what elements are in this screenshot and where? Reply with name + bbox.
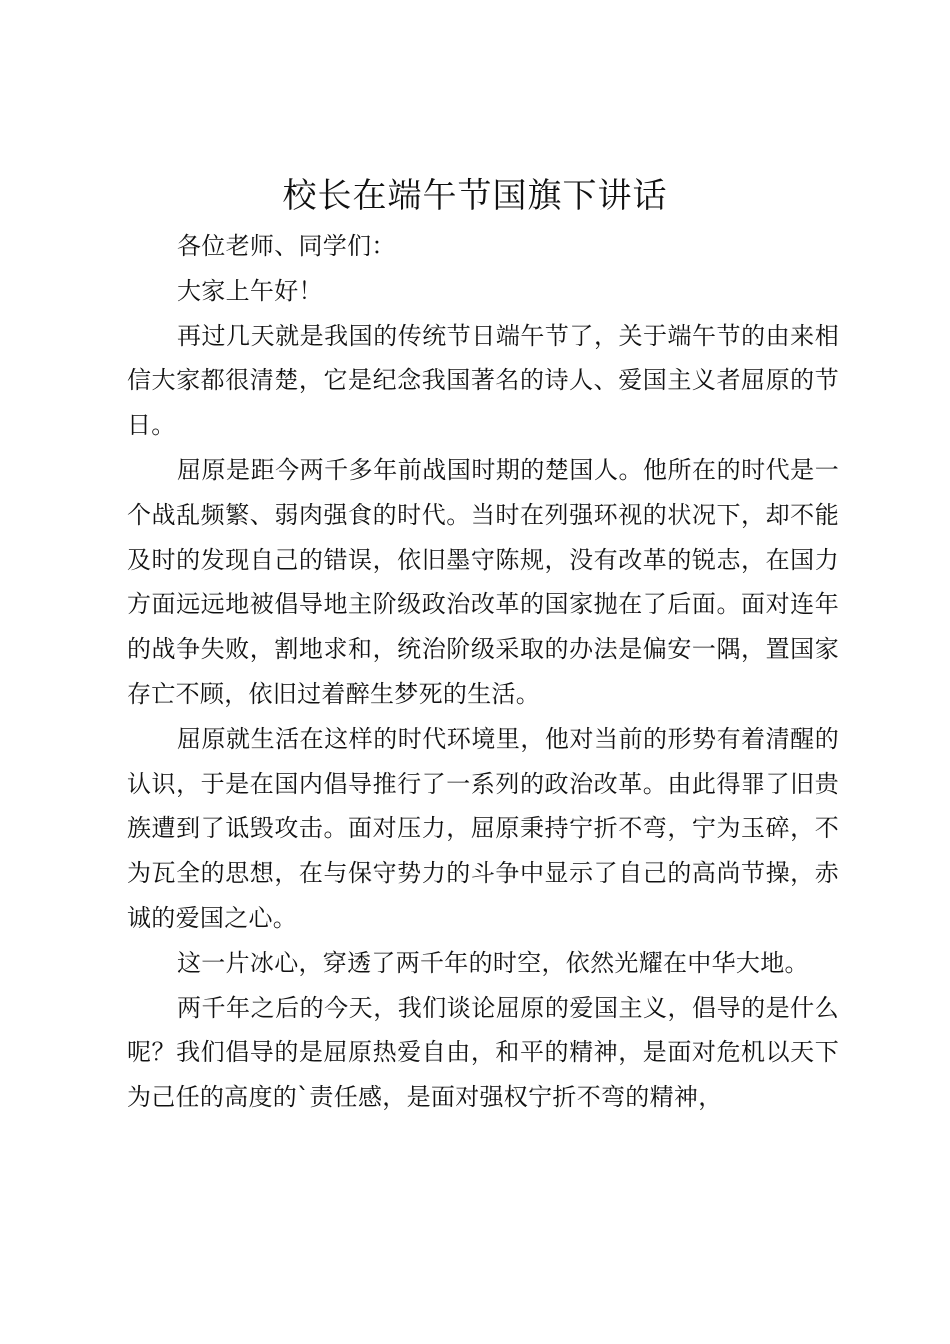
paragraph: 再过几天就是我国的传统节日端午节了，关于端午节的由来相信大家都很清楚，它是纪念我国著名的诗人、爱国主义者屈原的节日。 [127, 321, 839, 440]
paragraph: 屈原是距今两千多年前战国时期的楚国人。他所在的时代是一个战乱频繁、弱肉强食的时代。当时在列强环视的状况下，却不能及时的发现自己的错误，依旧墨守陈规，没有改革的锐志，在国力方面远远地被倡导地主阶级政治改革的国家抛在了后面。面对连年的战争失败，割地求和，统治阶级采取的办法是偏安一隅，置国家存亡不顾，依旧过着醉生梦死的生活。 [127, 455, 839, 708]
paragraph: 两千年之后的今天，我们谈论屈原的爱国主义，倡导的是什么呢？我们倡导的是屈原热爱自由，和平的精神，是面对危机以天下为己任的高度的`责任感，是面对强权宁折不弯的精神， [127, 993, 839, 1112]
document-title: 校长在端午节国旗下讲话 [282, 176, 668, 216]
paragraph: 这一片冰心，穿透了两千年的时空，依然光耀在中华大地。 [177, 948, 809, 977]
greeting: 大家上午好！ [177, 276, 323, 305]
paragraph: 屈原就生活在这样的时代环境里，他对当前的形势有着清醒的认识，于是在国内倡导推行了一系列的政治改革。由此得罪了旧贵族遭到了诋毁攻击。面对压力，屈原秉持宁折不弯，宁为玉碎，不为瓦全的思想，在与保守势力的斗争中显示了自己的高尚节操，赤诚的爱国之心。 [127, 724, 839, 932]
document-body [127, 224, 839, 1120]
salutation: 各位老师、同学们： [177, 232, 396, 260]
